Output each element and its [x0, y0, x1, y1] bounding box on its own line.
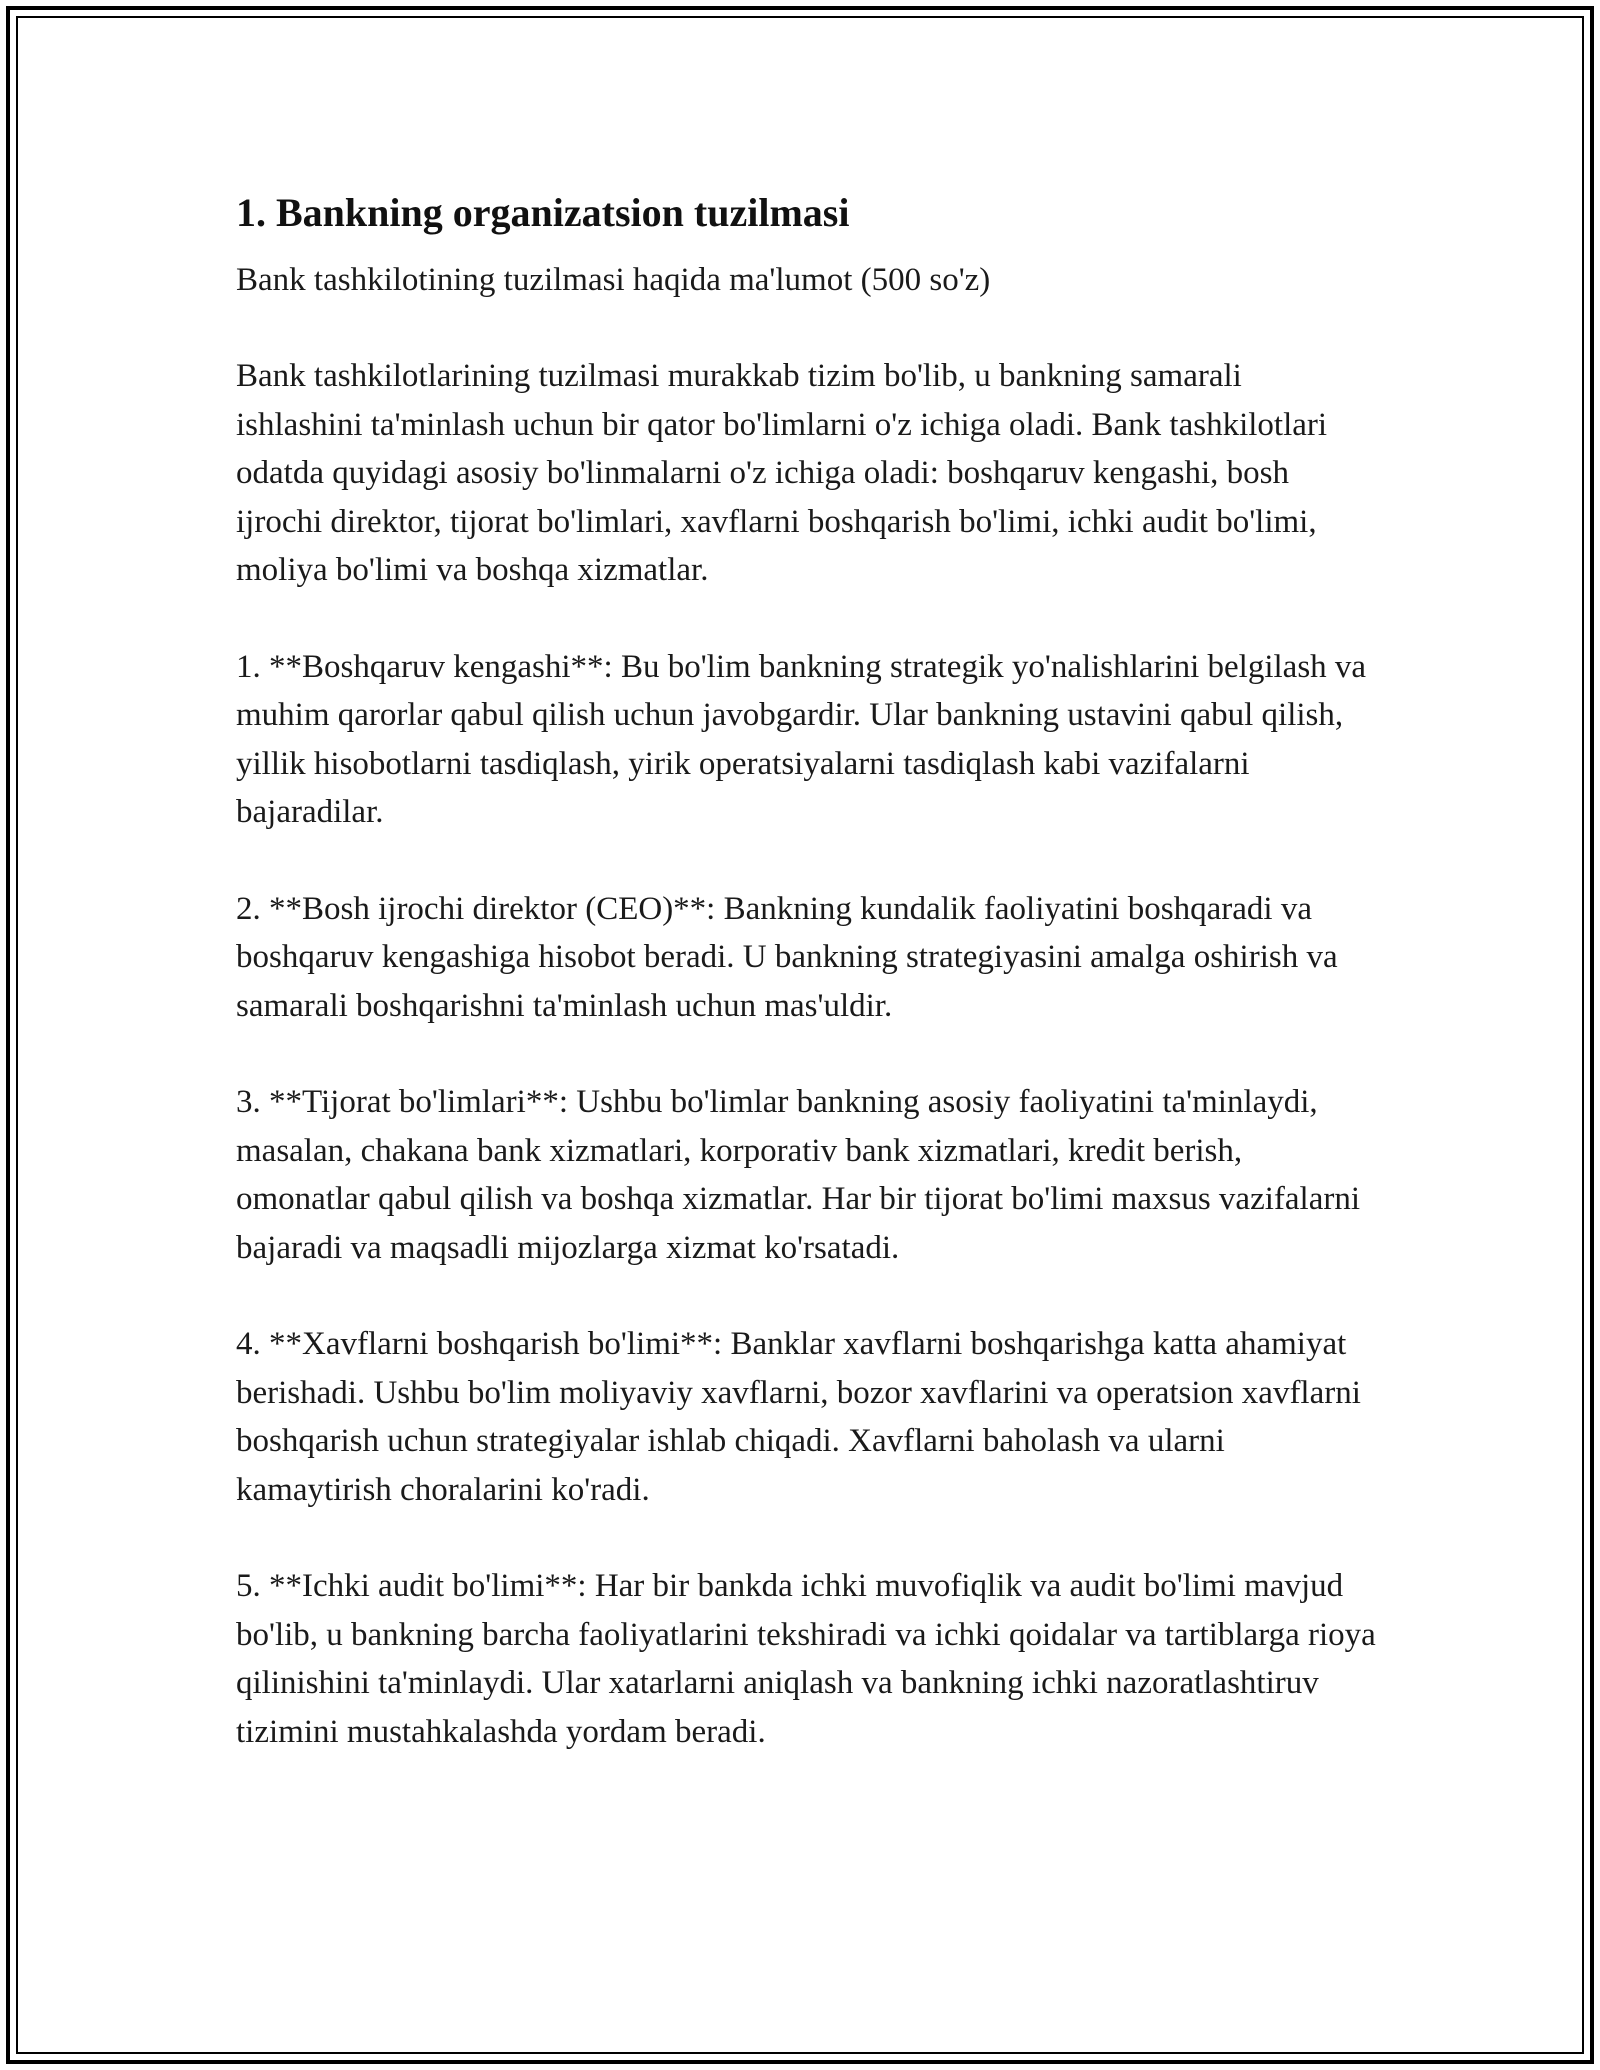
document-body	[236, 180, 1376, 1756]
section-paragraph-risk: 4. **Xavflarni boshqarish bo'limi**: Banklar xavflarni boshqarishga katta ahamiyat berishadi. Ushbu bo'lim moliyaviy xavflarni, bozor xavflarini va operatsion xavflarni boshqarish uchun strategiyalar ishlab chiqadi. Xavflarni baholash va ularni kamaytirish choralarini ko'radi.	[236, 1326, 1361, 1508]
section-paragraph-commercial: 3. **Tijorat bo'limlari**: Ushbu bo'limlar bankning asosiy faoliyatini ta'minlaydi, masalan, chakana bank xizmatlari, korporativ bank xizmatlari, kredit berish, omonatlar qabul qilish va boshqa xizmatlar. Har bir tijorat bo'limi maxsus vazifalarni bajaradi va maqsadli mijozlarga xizmat ko'rsatadi.	[236, 1084, 1360, 1266]
section-paragraph-audit: 5. **Ichki audit bo'limi**: Har bir bankda ichki muvofiqlik va audit bo'limi mavjud bo'lib, u bankning barcha faoliyatlarini tekshiradi va ichki qoidalar va tartiblarga rioya qilinishini ta'minlaydi. Ular xatarlarni aniqlash va bankning ichki nazoratlashtiruv tizimini mustahkalashda yordam beradi.	[236, 1568, 1376, 1750]
section-paragraph-ceo: 2. **Bosh ijrochi direktor (CEO)**: Bankning kundalik faoliyatini boshqaradi va boshqaruv kengashiga hisobot beradi. U bankning strategiyasini amalga oshirish va samarali boshqarishni ta'minlash uchun mas'uldir.	[236, 890, 1338, 1024]
document-title: 1. Bankning organizatsion tuzilmasi	[236, 190, 850, 235]
intro-paragraph: Bank tashkilotlarining tuzilmasi murakkab tizim bo'lib, u bankning samarali ishlashini ta'minlash uchun bir qator bo'limlarni o'z ichiga oladi. Bank tashkilotlari odatda quyidagi asosiy bo'linmalarni o'z ichiga oladi: boshqaruv kengashi, bosh ijrochi direktor, tijorat bo'limlari, xavflarni boshqarish bo'limi, ichki audit bo'limi, moliya bo'limi va boshqa xizmatlar.	[236, 358, 1328, 588]
document-subtitle: Bank tashkilotining tuzilmasi haqida ma'lumot (500 so'z)	[236, 262, 991, 298]
section-paragraph-board: 1. **Boshqaruv kengashi**: Bu bo'lim bankning strategik yo'nalishlarini belgilash va muhim qarorlar qabul qilish uchun javobgardir. Ular bankning ustavini qabul qilish, yillik hisobotlarni tasdiqlash, yirik operatsiyalarni tasdiqlash kabi vazifalarni bajaradilar.	[236, 648, 1367, 830]
